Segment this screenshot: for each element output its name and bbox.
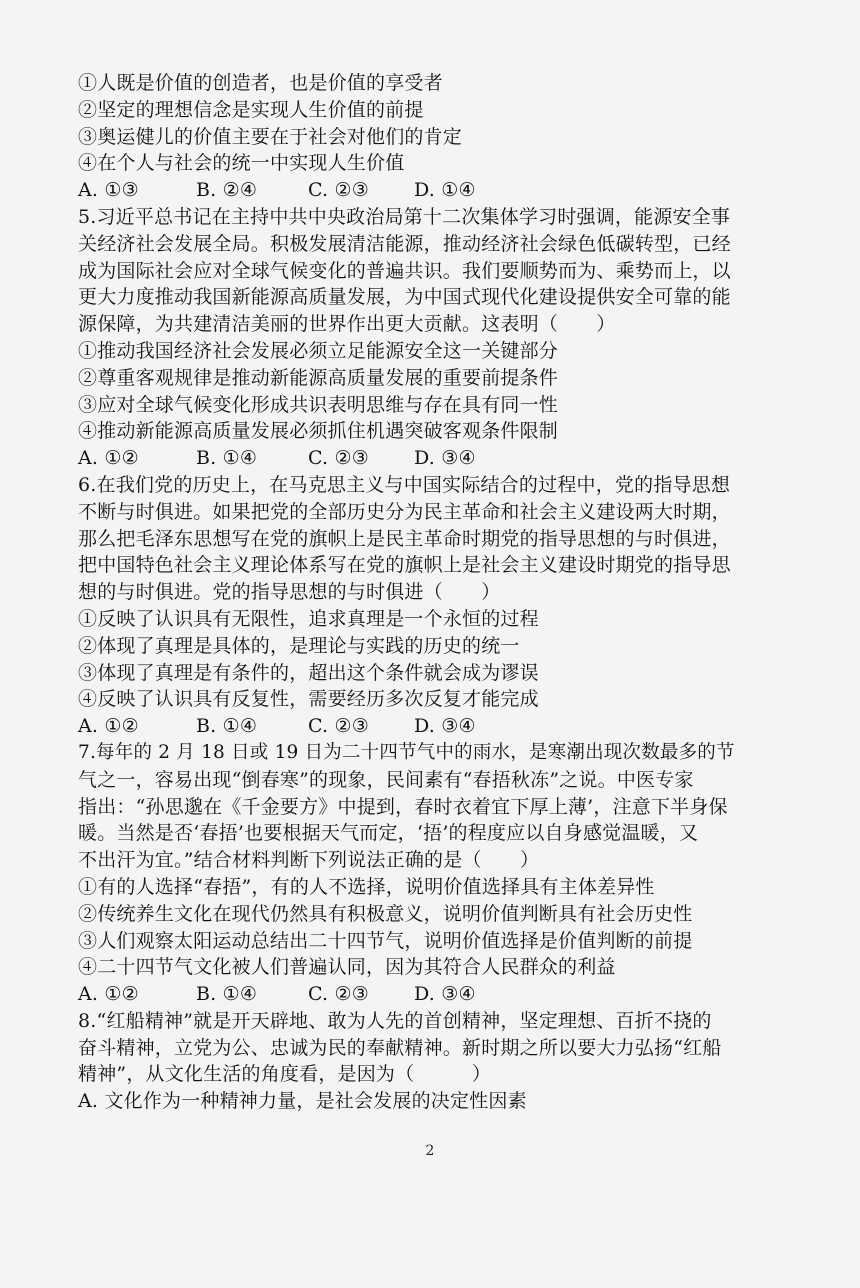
q5-stem-line-1: 5.习近平总书记在主持中共中央政治局第十二次集体学习时强调，能源安全事 bbox=[78, 205, 731, 228]
q7-stem-line-3: 指出：“孙思邈在《千金要方》中提到，春时衣着宜下厚上薄’，注意下半身保 bbox=[78, 795, 728, 818]
q6-stem-line-4: 把中国特色社会主义理论体系写在党的旗帜上是社会主义建设时期党的指导思 bbox=[78, 554, 731, 577]
option-a: A. ①② bbox=[78, 983, 139, 1006]
option-d: D. ③④ bbox=[414, 983, 476, 1006]
q6-stem-line-5: 想的与时俱进。党的指导思想的与时俱进（ ） bbox=[78, 581, 501, 604]
q5-stem-line-3: 成为国际社会应对全球气候变化的普遍共识。我们要顺势而为、乘势而上，以 bbox=[78, 259, 731, 282]
q7-stem-line-5: 不出汗为宜。”结合材料判断下列说法正确的是（ ） bbox=[78, 849, 540, 872]
q7-item-1: ①有的人选择“春捂”，有的人不选择，说明价值选择具有主体差异性 bbox=[78, 875, 655, 898]
q8-stem-line-2: 奋斗精神，立党为公、忠诚为民的奉献精神。新时期之所以要大力弘扬“红船 bbox=[78, 1036, 722, 1059]
top-item-3: ③奥运健儿的价值主要在于社会对他们的肯定 bbox=[78, 125, 463, 148]
top-item-1: ①人既是价值的创造者，也是价值的享受者 bbox=[78, 72, 443, 94]
option-b: B. ①④ bbox=[196, 447, 258, 470]
q6-item-3: ③体现了真理是有条件的，超出这个条件就会成为谬误 bbox=[78, 661, 539, 684]
option-b: B. ①④ bbox=[196, 715, 258, 738]
question-text bbox=[78, 70, 735, 1115]
option-d: D. ③④ bbox=[414, 715, 476, 738]
q7-item-2: ②传统养生文化在现代仍然具有积极意义，说明价值判断具有社会历史性 bbox=[78, 902, 693, 925]
page-number: 2 bbox=[425, 1143, 435, 1159]
q5-item-3: ③应对全球气候变化形成共识表明思维与存在具有同一性 bbox=[78, 393, 559, 416]
top-item-2: ②坚定的理想信念是实现人生价值的前提 bbox=[78, 98, 424, 121]
q5-options bbox=[78, 445, 728, 472]
q6-item-4: ④反映了认识具有反复性，需要经历多次反复才能完成 bbox=[78, 688, 539, 711]
q8-option-a: A. 文化作为一种精神力量，是社会发展的决定性因素 bbox=[78, 1090, 527, 1113]
q5-stem-line-2: 关经济社会发展全局。积极发展清洁能源，推动经济社会绿色低碳转型，已经 bbox=[78, 232, 731, 255]
option-a: A. ①③ bbox=[78, 179, 139, 202]
q7-item-3: ③人们观察太阳运动总结出二十四节气，说明价值选择是价值判断的前提 bbox=[78, 929, 693, 952]
option-d: D. ①④ bbox=[414, 179, 476, 202]
q7-stem-line-2: 气之一，容易出现“倒春寒”的现象，民间素有“春捂秋冻”之说。中医专家 bbox=[78, 768, 694, 791]
option-c: C. ②③ bbox=[308, 179, 370, 202]
q7-stem-line-1: 7.每年的 2 月 18 日或 19 日为二十四节气中的雨水，是寒潮出现次数最多的节 bbox=[78, 741, 735, 763]
q6-stem-line-3: 那么把毛泽东思想写在党的旗帜上是民主革命时期党的指导思想的与时俱进， bbox=[78, 527, 731, 550]
option-b: B. ②④ bbox=[196, 179, 258, 202]
q6-stem-line-1: 6.在我们党的历史上，在马克思主义与中国实际结合的过程中，党的指导思想 bbox=[78, 473, 731, 496]
q7-options bbox=[78, 981, 728, 1008]
q8-stem-line-1: 8.“红船精神”就是开天辟地、敢为人先的首创精神，坚定理想、百折不挠的 bbox=[78, 1009, 712, 1032]
q7-stem-line-4: 暖。当然是否‘春捂’也要根据天气而定，‘捂’的程度应以自身感觉温暖，又 bbox=[78, 822, 699, 845]
q6-item-2: ②体现了真理是具体的，是理论与实践的历史的统一 bbox=[78, 634, 520, 657]
q5-stem-line-4: 更大力度推动我国新能源高质量发展，为中国式现代化建设提供安全可靠的能 bbox=[78, 286, 731, 309]
q5-stem-line-5: 源保障，为共建清洁美丽的世界作出更大贡献。这表明（ ） bbox=[78, 313, 616, 336]
q5-item-1: ①推动我国经济社会发展必须立足能源安全这一关键部分 bbox=[78, 339, 559, 362]
top-options bbox=[78, 177, 728, 204]
q6-options bbox=[78, 713, 728, 740]
q5-item-2: ②尊重客观规律是推动新能源高质量发展的重要前提条件 bbox=[78, 366, 559, 389]
option-c: C. ②③ bbox=[308, 447, 370, 470]
option-a: A. ①② bbox=[78, 447, 139, 470]
q5-item-4: ④推动新能源高质量发展必须抓住机遇突破客观条件限制 bbox=[78, 420, 559, 443]
q8-stem-line-3: 精神”，从文化生活的角度看，是因为（ ） bbox=[78, 1063, 492, 1086]
q6-stem-line-2: 不断与时俱进。如果把党的全部历史分为民主革命和社会主义建设两大时期， bbox=[78, 500, 731, 523]
option-c: C. ②③ bbox=[308, 715, 370, 738]
option-a: A. ①② bbox=[78, 715, 139, 738]
q6-item-1: ①反映了认识具有无限性，追求真理是一个永恒的过程 bbox=[78, 607, 539, 630]
option-c: C. ②③ bbox=[308, 983, 370, 1006]
option-d: D. ③④ bbox=[414, 447, 476, 470]
q7-item-4: ④二十四节气文化被人们普遍认同，因为其符合人民群众的利益 bbox=[78, 956, 616, 979]
option-b: B. ①④ bbox=[196, 983, 258, 1006]
top-item-4: ④在个人与社会的统一中实现人生价值 bbox=[78, 152, 405, 175]
